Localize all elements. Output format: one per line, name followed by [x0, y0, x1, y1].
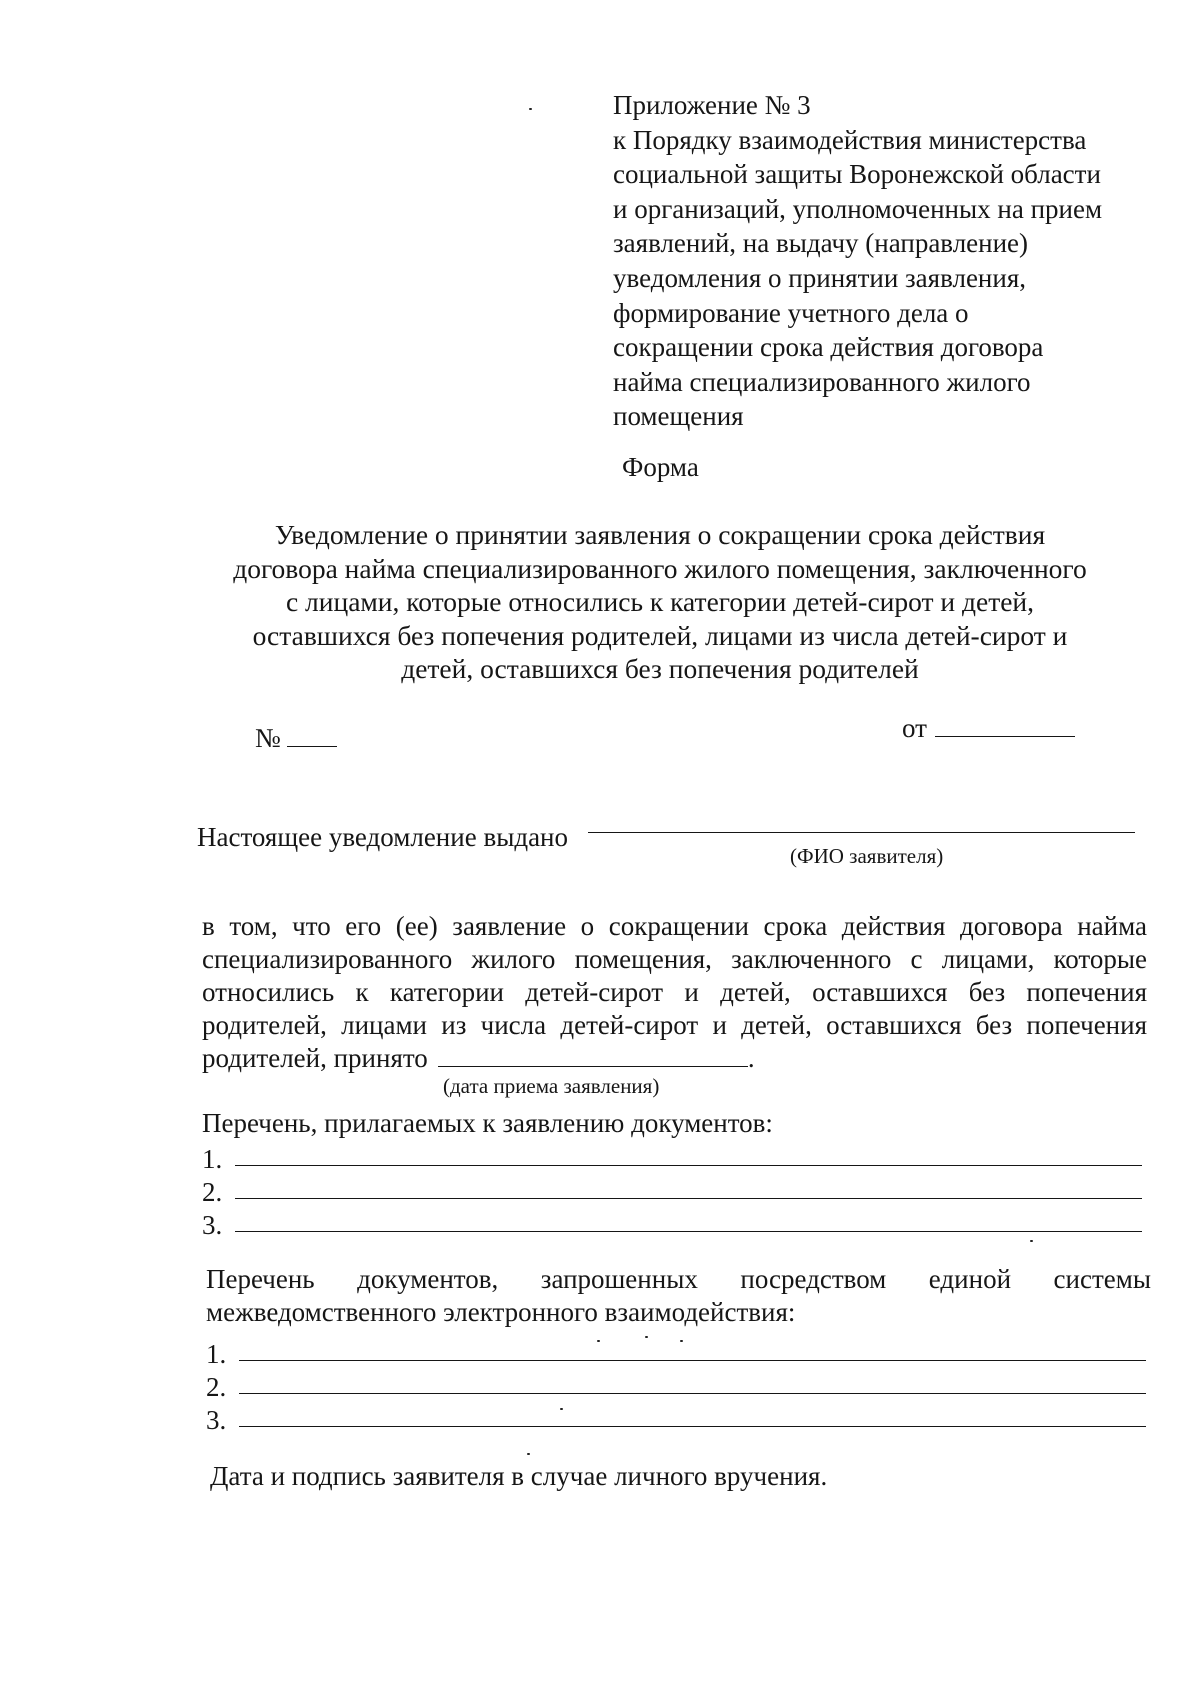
- attached-docs-heading: Перечень, прилагаемых к заявлению документов:: [202, 1108, 773, 1138]
- scan-speck: [645, 1336, 648, 1338]
- body-paragraph: [202, 910, 1147, 1075]
- fio-hint: (ФИО заявителя): [790, 844, 944, 868]
- item-blank: [235, 1198, 1142, 1199]
- title-line: оставшихся без попечения родителей, лицами из числа детей-сирот и: [252, 619, 1068, 651]
- list-item: [202, 1143, 1142, 1176]
- date-hint: (дата приема заявления): [443, 1074, 660, 1098]
- item-blank: [239, 1360, 1146, 1361]
- accepted-line: [202, 1042, 1147, 1075]
- number-field: [255, 722, 337, 754]
- body-line: специализированного жилого помещения, заключенного с лицами, которые: [202, 944, 1147, 974]
- accepted-date-blank: [438, 1042, 748, 1067]
- appendix-line: заявлений, на выдачу (направление): [613, 228, 1029, 259]
- scan-speck: [529, 108, 532, 110]
- list-item: [206, 1338, 1146, 1371]
- item-blank: [235, 1165, 1142, 1166]
- item-blank: [239, 1393, 1146, 1394]
- form-label: Форма: [622, 452, 699, 482]
- scan-speck: [680, 1340, 683, 1342]
- list-item: [202, 1209, 1142, 1242]
- item-number: 1.: [202, 1144, 223, 1174]
- accepted-label: родителей, принято: [202, 1043, 428, 1073]
- appendix-line: помещения: [613, 401, 744, 432]
- appendix-header: [613, 88, 1173, 434]
- interagency-heading-line: Перечень документов, запрошенных посредством единой системы: [206, 1264, 1151, 1294]
- appendix-line: сокращении срока действия договора: [613, 332, 1044, 363]
- scan-speck: [1030, 1240, 1033, 1242]
- attached-docs-list: [202, 1143, 1142, 1242]
- date-label: от: [902, 713, 927, 743]
- date-field: [902, 712, 1075, 744]
- item-number: 1.: [206, 1339, 227, 1369]
- appendix-line: найма специализированного жилого: [613, 366, 1031, 397]
- accepted-end: .: [747, 1043, 755, 1073]
- title-line: договора найма специализированного жилого помещения, заключенного: [233, 552, 1087, 584]
- number-label: №: [255, 723, 281, 753]
- title-line: Уведомление о принятии заявления о сокращении срока действия: [274, 519, 1046, 550]
- item-blank: [239, 1426, 1146, 1427]
- body-line: родителей, лицами из числа детей-сирот и детей, оставшихся без попечения: [202, 1010, 1147, 1040]
- appendix-line: и организаций, уполномоченных на прием: [613, 193, 1103, 224]
- issued-to-blank: [588, 832, 1135, 833]
- interagency-docs-list: [206, 1338, 1146, 1437]
- number-blank: [287, 722, 337, 747]
- document-title: [200, 518, 1120, 686]
- appendix-line: к Порядку взаимодействия министерства: [613, 124, 1087, 155]
- signature-note: Дата и подпись заявителя в случае личного вручения.: [210, 1461, 828, 1491]
- interagency-heading: [206, 1263, 1151, 1329]
- appendix-line: Приложение № 3: [613, 90, 811, 120]
- item-number: 3.: [202, 1210, 223, 1240]
- date-blank: [935, 712, 1075, 737]
- item-blank: [235, 1231, 1142, 1232]
- item-number: 3.: [206, 1405, 227, 1435]
- scan-speck: [527, 1453, 530, 1455]
- title-line: детей, оставшихся без попечения родителей: [401, 653, 919, 684]
- appendix-line: социальной защиты Воронежской области: [613, 159, 1101, 190]
- list-item: [202, 1176, 1142, 1209]
- scan-speck: [560, 1408, 563, 1410]
- issued-label: Настоящее уведомление выдано: [197, 822, 568, 852]
- list-item: [206, 1404, 1146, 1437]
- title-line: с лицами, которые относились к категории детей-сирот и детей,: [285, 586, 1035, 617]
- appendix-line: уведомления о принятии заявления,: [613, 262, 1027, 293]
- interagency-heading-line: межведомственного электронного взаимодействия:: [206, 1297, 796, 1327]
- body-line: относились к категории детей-сирот и детей, оставшихся без попечения: [202, 977, 1147, 1007]
- scan-speck: [597, 1340, 600, 1342]
- item-number: 2.: [206, 1372, 227, 1402]
- item-number: 2.: [202, 1177, 223, 1207]
- list-item: [206, 1371, 1146, 1404]
- body-line: в том, что его (ее) заявление о сокращении срока действия договора найма: [202, 911, 1147, 941]
- appendix-line: формирование учетного дела о: [613, 297, 969, 328]
